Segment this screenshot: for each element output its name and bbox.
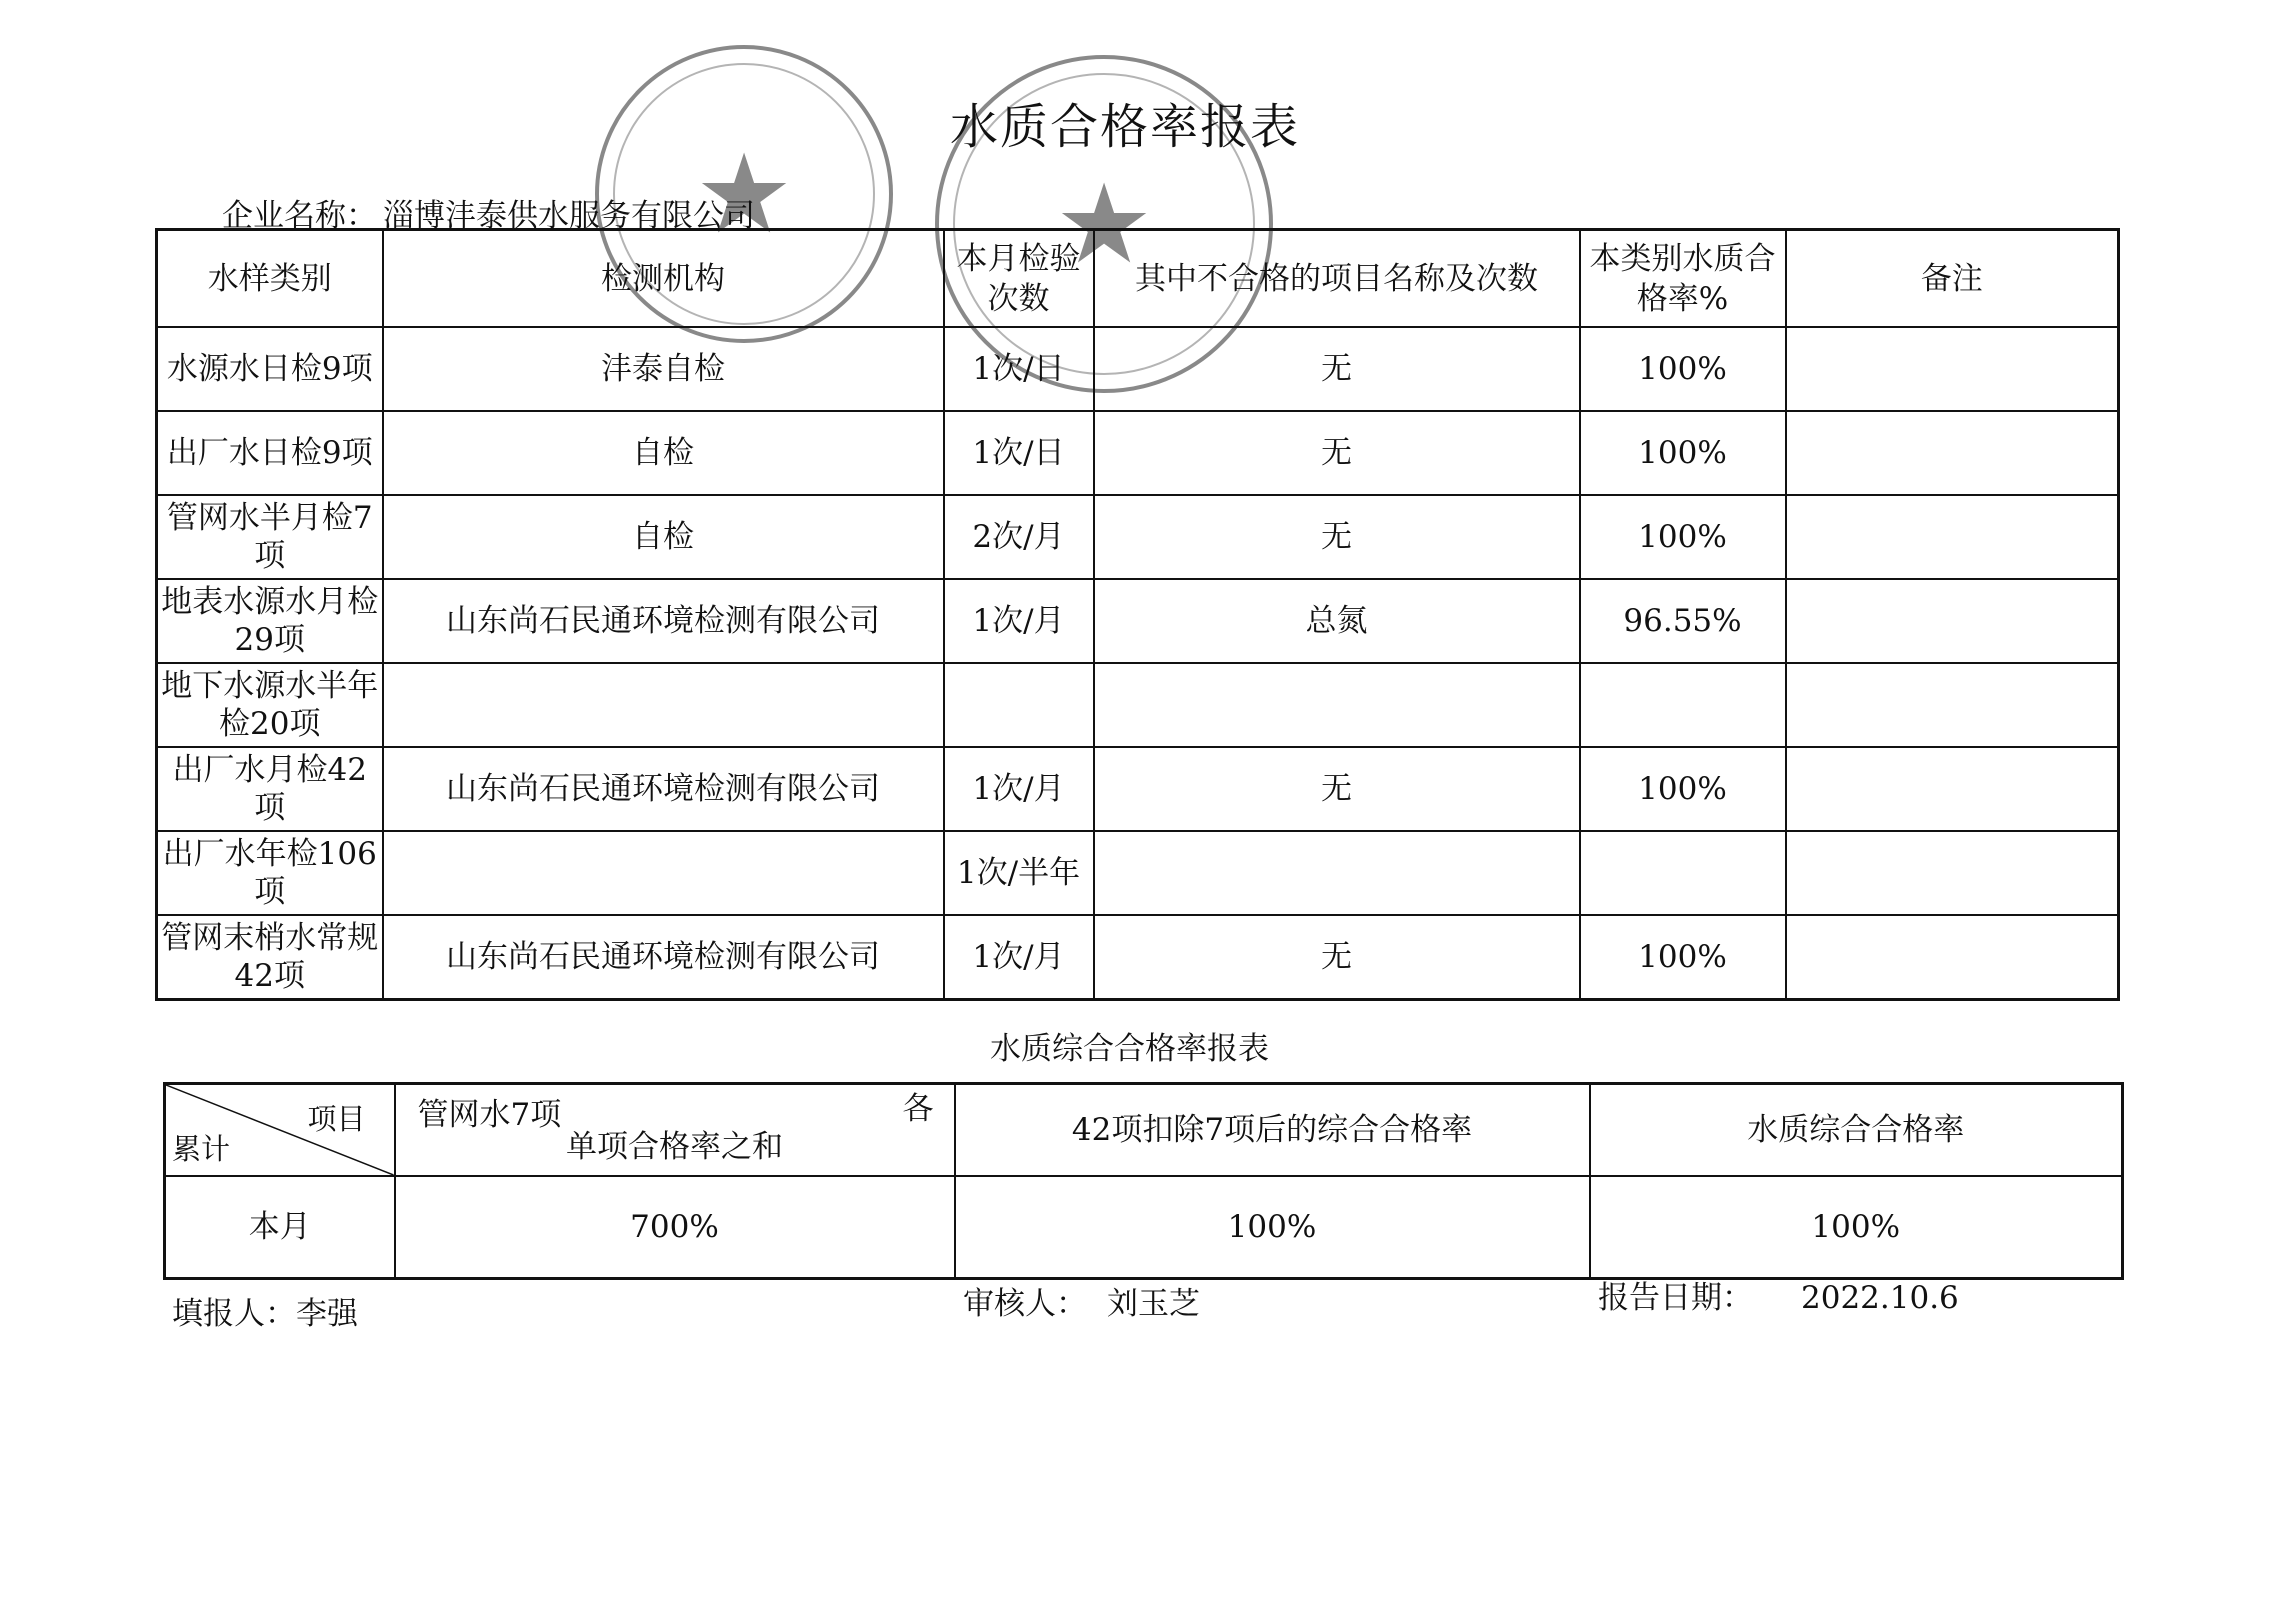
summary-value-sum: 700% xyxy=(395,1176,955,1279)
summary-header-row xyxy=(165,1084,2123,1177)
cell-pass-rate: 100% xyxy=(1580,915,1786,1000)
cell-agency: 山东尚石民通环境检测有限公司 xyxy=(383,579,944,663)
cell-agency: 自检 xyxy=(383,411,944,495)
cell-note xyxy=(1786,663,2119,747)
cell-count: 1次/月 xyxy=(944,747,1094,831)
company-name: 淄博沣泰供水服务有限公司 xyxy=(383,198,755,234)
pipe-items-label: 管网水7项 xyxy=(417,1097,562,1133)
cell-note xyxy=(1786,495,2119,579)
cell-pass-rate xyxy=(1580,663,1786,747)
page-title: 水质合格率报表 xyxy=(950,99,1301,155)
summary-header-combined-rate: 42项扣除7项后的综合合格率 xyxy=(955,1084,1590,1177)
cell-count: 2次/月 xyxy=(944,495,1094,579)
cell-agency: 山东尚石民通环境检测有限公司 xyxy=(383,747,944,831)
table-row xyxy=(157,915,2119,1000)
cell-count: 1次/月 xyxy=(944,915,1094,1000)
header-agency: 检测机构 xyxy=(383,230,944,328)
header-pass-rate: 本类别水质合格率% xyxy=(1580,230,1786,328)
cell-pass-rate: 100% xyxy=(1580,495,1786,579)
sum-label: 单项合格率之和 xyxy=(566,1129,783,1165)
cell-count: 1次/日 xyxy=(944,411,1094,495)
cell-note xyxy=(1786,747,2119,831)
cell-sample-type: 管网水半月检7项 xyxy=(157,495,383,579)
table-row xyxy=(157,411,2119,495)
summary-corner-cell xyxy=(165,1084,395,1177)
table-header-row xyxy=(157,230,2119,328)
filler-label: 填报人： xyxy=(172,1296,296,1332)
cell-failed-items: 无 xyxy=(1094,747,1580,831)
summary-title: 水质综合合格率报表 xyxy=(990,1031,1269,1067)
summary-value-combined: 100% xyxy=(955,1176,1590,1279)
cell-sample-type: 地表水源水月检29项 xyxy=(157,579,383,663)
summary-table xyxy=(163,1082,2124,1280)
header-sample-type: 水样类别 xyxy=(157,230,383,328)
cell-pass-rate: 100% xyxy=(1580,747,1786,831)
cell-count: 1次/半年 xyxy=(944,831,1094,915)
cell-agency xyxy=(383,663,944,747)
table-row xyxy=(157,663,2119,747)
filler-name: 李强 xyxy=(296,1296,358,1332)
cell-failed-items: 无 xyxy=(1094,495,1580,579)
cell-pass-rate: 100% xyxy=(1580,327,1786,411)
cell-count xyxy=(944,663,1094,747)
cell-sample-type: 出厂水月检42项 xyxy=(157,747,383,831)
table-row xyxy=(157,579,2119,663)
cell-failed-items xyxy=(1094,663,1580,747)
cell-note xyxy=(1786,831,2119,915)
header-count: 本月检验次数 xyxy=(944,230,1094,328)
summary-row xyxy=(165,1176,2123,1279)
filler-line xyxy=(172,1288,358,1333)
cell-sample-type: 出厂水年检106项 xyxy=(157,831,383,915)
seal-star-icon: ★ xyxy=(1054,160,1154,288)
cell-note xyxy=(1786,915,2119,1000)
date-line xyxy=(1598,1272,1959,1317)
cell-pass-rate xyxy=(1580,831,1786,915)
cell-pass-rate: 100% xyxy=(1580,411,1786,495)
header-note: 备注 xyxy=(1786,230,2119,328)
summary-value-overall: 100% xyxy=(1590,1176,2123,1279)
header-failed-items: 其中不合格的项目名称及次数 xyxy=(1094,230,1580,328)
corner-top-label: 项目 xyxy=(307,1102,366,1136)
table-row xyxy=(157,747,2119,831)
corner-bottom-label: 累计 xyxy=(172,1132,231,1166)
cell-note xyxy=(1786,579,2119,663)
cell-note xyxy=(1786,411,2119,495)
date-label: 报告日期： xyxy=(1598,1280,1753,1316)
report-date: 2022.10.6 xyxy=(1801,1280,1959,1316)
cell-count: 1次/日 xyxy=(944,327,1094,411)
summary-row-label: 本月 xyxy=(165,1176,395,1279)
company-label: 企业名称： xyxy=(222,198,377,234)
cell-sample-type: 地下水源水半年检20项 xyxy=(157,663,383,747)
reviewer-line xyxy=(963,1278,1200,1323)
cell-agency: 自检 xyxy=(383,495,944,579)
each-label: 各 xyxy=(902,1091,934,1127)
cell-agency: 沣泰自检 xyxy=(383,327,944,411)
cell-agency: 山东尚石民通环境检测有限公司 xyxy=(383,915,944,1000)
cell-sample-type: 出厂水日检9项 xyxy=(157,411,383,495)
cell-sample-type: 管网末梢水常规42项 xyxy=(157,915,383,1000)
cell-note xyxy=(1786,327,2119,411)
seal-star-icon: ★ xyxy=(694,130,794,258)
table-row xyxy=(157,495,2119,579)
cell-failed-items: 无 xyxy=(1094,411,1580,495)
cell-failed-items: 无 xyxy=(1094,327,1580,411)
cell-failed-items: 总氮 xyxy=(1094,579,1580,663)
water-quality-table xyxy=(155,228,2120,1001)
cell-sample-type: 水源水日检9项 xyxy=(157,327,383,411)
summary-header-overall-rate: 水质综合合格率 xyxy=(1590,1084,2123,1177)
cell-count: 1次/月 xyxy=(944,579,1094,663)
table-row xyxy=(157,831,2119,915)
cell-pass-rate: 96.55% xyxy=(1580,579,1786,663)
reviewer-name: 刘玉芝 xyxy=(1107,1286,1200,1322)
cell-failed-items xyxy=(1094,831,1580,915)
cell-failed-items: 无 xyxy=(1094,915,1580,1000)
reviewer-label: 审核人： xyxy=(963,1286,1087,1322)
summary-header-pipe-sum xyxy=(395,1084,955,1177)
table-row xyxy=(157,327,2119,411)
cell-agency xyxy=(383,831,944,915)
